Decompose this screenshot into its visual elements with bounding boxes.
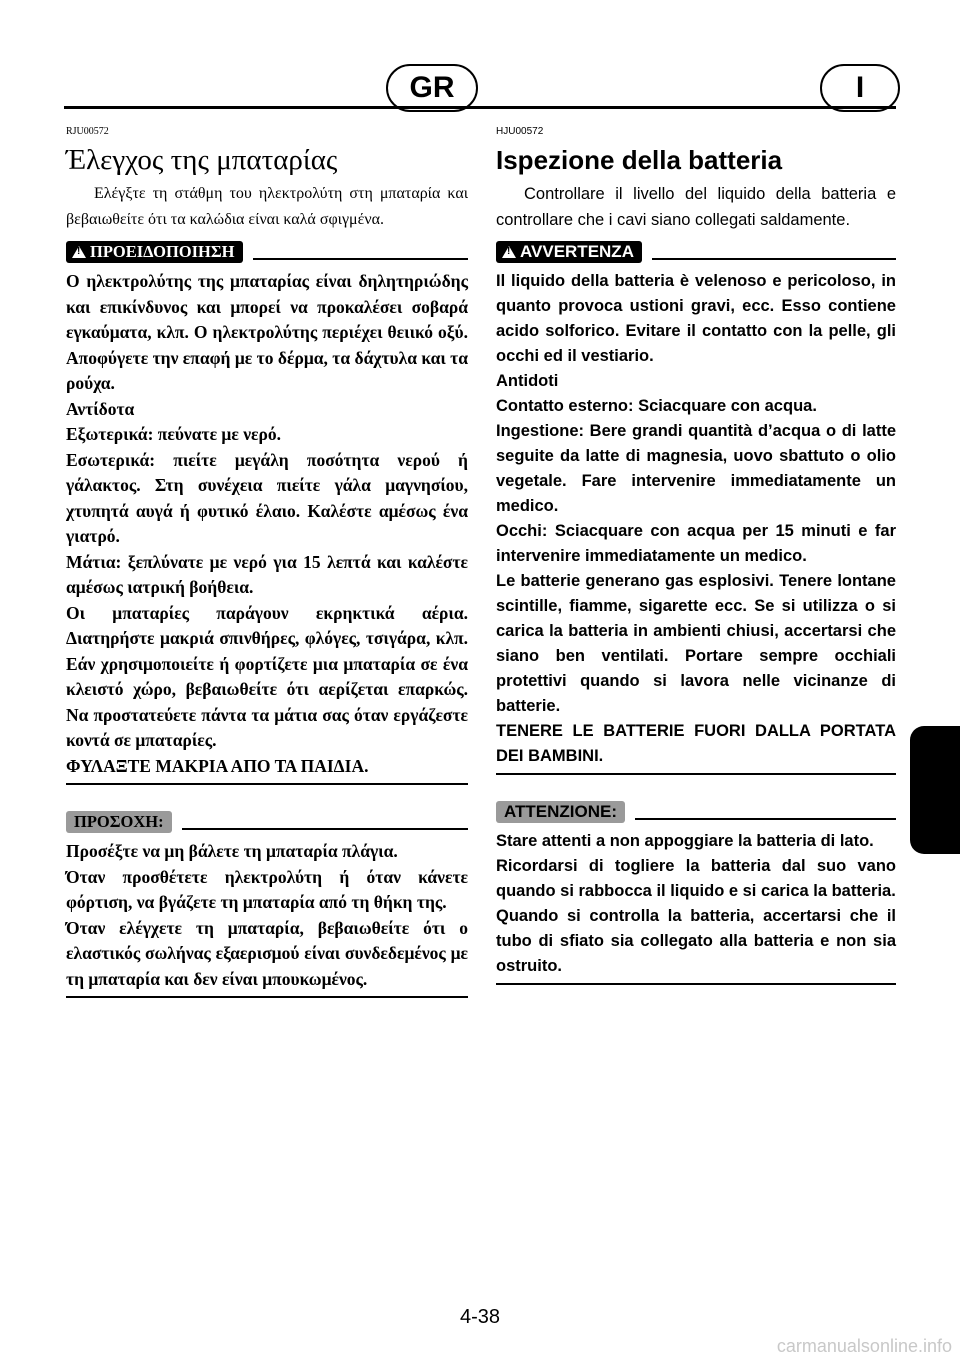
- warning-rule: [253, 258, 468, 260]
- greek-column: [66, 122, 468, 1024]
- warning-paragraph: Ingestione: Bere grandi quantità d’acqua o di latte seguite da latte di magnesia, uovo sbattuto o olio vegetale. Fare intervenire immediatamente un medico.: [496, 422, 896, 515]
- warning-paragraph: Occhi: Sciacquare con acqua per 15 minuti e far intervenire immediatamente un medico.: [496, 522, 896, 565]
- warning-paragraph: Εσωτερικά: πιείτε μεγάλη ποσότητα νερού ή γάλακτος. Στη συνέχεια πιείτε γάλα μαγνησίου, χτυπητά αυγά ή φυτικό έλαιο. Καλέστε αμέσως ένα γιατρό.: [66, 449, 468, 546]
- warning-triangle-icon: [72, 246, 86, 258]
- warning-paragraph: Il liquido della batteria è velenoso e pericoloso, in quanto provoca ustioni gravi, ecc. Esso contiene acido solforico. Evitare il contatto con la pelle, gli occhi ed il vestiario.: [496, 272, 896, 365]
- caution-label: ΠΡΟΣΟΧΗ:: [74, 812, 164, 831]
- italian-column: [496, 122, 896, 1011]
- language-tag-i: I: [820, 64, 900, 112]
- chapter-side-tab: [910, 726, 960, 854]
- caution-paragraph: Quando si controlla la batteria, accertarsi che il tubo di sfiato sia collegato alla batteria e non sia ostruito.: [496, 907, 896, 975]
- intro-paragraph: Ελέγξτε τη στάθμη του ηλεκτρολύτη στη μπαταρία και βεβαιωθείτε ότι τα καλώδια είναι καλά σφιγμένα.: [66, 185, 468, 228]
- caution-paragraph: Όταν προσθέτετε ηλεκτρολύτη ή όταν κάνετε φόρτιση, να βγάζετε τη μπαταρία από τη θήκη της.: [66, 866, 468, 912]
- warning-header: [66, 241, 468, 263]
- warning-end-rule: [66, 783, 468, 785]
- warning-rule: [652, 258, 896, 260]
- section-title: Ispezione della batteria: [496, 145, 783, 175]
- caution-rule: [182, 828, 468, 830]
- page-number: 4-38: [459, 1306, 501, 1328]
- caution-end-rule: [66, 996, 468, 998]
- caution-body: [66, 839, 468, 992]
- caution-body: [496, 829, 896, 979]
- header-rule: [64, 106, 896, 109]
- caution-badge: [66, 811, 172, 833]
- section-title: Έλεγχος της μπαταρίας: [66, 144, 338, 176]
- watermark: carmanualsonline.info: [776, 1336, 952, 1356]
- caution-rule: [635, 818, 896, 820]
- warning-label: ΠΡΟΕΙΔΟΠΟΙΗΣΗ: [90, 242, 235, 261]
- language-tag-gr: GR: [386, 64, 478, 112]
- warning-paragraph: ΦΥΛΑΞΤΕ ΜΑΚΡΙΑ ΑΠΟ ΤΑ ΠΑΙΔΙΑ.: [66, 755, 369, 776]
- warning-paragraph: Εξωτερικά: πεύνατε με νερό.: [66, 424, 281, 444]
- caution-paragraph: Stare attenti a non appoggiare la batteria di lato.: [496, 832, 874, 850]
- warning-badge: [66, 241, 243, 263]
- caution-end-rule: [496, 983, 896, 985]
- warning-end-rule: [496, 773, 896, 775]
- caution-badge: [496, 801, 625, 823]
- warning-paragraph: Ο ηλεκτρολύτης της μπαταρίας είναι δηλητηριώδης και επικίνδυνος και μπορεί να προκαλέσει σοβαρά εγκαύματα, κλπ. Ο ηλεκτρολύτης περιέχει θειικό οξύ. Αποφύγετε την επαφή με το δέρμα, τα δάχτυλα και τα ρούχα.: [66, 271, 468, 393]
- caution-paragraph: Προσέξτε να μη βάλετε τη μπαταρία πλάγια.: [66, 841, 398, 861]
- caution-paragraph: Όταν ελέγχετε τη μπαταρία, βεβαιωθείτε ότι ο ελαστικός σωλήνας εξαερισμού είναι συνδεδεμένος με τη μπαταρία και δεν είναι μπουκωμένος.: [66, 917, 468, 989]
- warning-paragraph: Μάτια: ξεπλύνατε με νερό για 15 λεπτά και καλέστε αμέσως ιατρική βοήθεια.: [66, 551, 468, 597]
- warning-paragraph: Αντίδοτα: [66, 398, 135, 419]
- caution-paragraph: Ricordarsi di togliere la batteria dal suo vano quando si rabbocca il liquido e si carica la batteria.: [496, 857, 896, 900]
- caution-header: [66, 811, 468, 833]
- warning-paragraph: TENERE LE BATTERIE FUORI DALLA PORTATA DEI BAMBINI.: [496, 722, 896, 765]
- section-code: HJU00572: [496, 126, 544, 137]
- warning-label: AVVERTENZA: [520, 242, 634, 261]
- section-code: RJU00572: [66, 126, 109, 137]
- caution-label: ATTENZIONE:: [504, 802, 618, 821]
- intro-paragraph: Controllare il livello del liquido della batteria e controllare che i cavi siano collegati saldamente.: [496, 185, 896, 229]
- warning-triangle-icon: [502, 246, 516, 258]
- warning-paragraph: Contatto esterno: Sciacquare con acqua.: [496, 397, 817, 415]
- warning-body: [66, 269, 468, 779]
- warning-paragraph: Le batterie generano gas esplosivi. Tenere lontane scintille, fiamme, sigarette ecc. Se si utilizza o si carica la batteria in ambienti chiusi, accertarsi che siano ben ventilati. Portare sempre occhiali protettivi quando si lavora nelle vicinanze di batterie.: [496, 572, 896, 715]
- warning-body: [496, 269, 896, 769]
- warning-paragraph: Οι μπαταρίες παράγουν εκρηκτικά αέρια. Διατηρήστε μακριά σπινθήρες, φλόγες, τσιγάρα, κλπ. Εάν χρησιμοποιείτε ή φορτίζετε μια μπαταρία σε ένα κλειστό χώρο, βεβαιωθείτε ότι αερίζεται επαρκώς. Να προστατεύετε πάντα τα μάτια σας όταν εργάζεστε κοντά σε μπαταρίες.: [66, 602, 468, 750]
- caution-header: [496, 801, 896, 823]
- warning-badge: [496, 241, 642, 263]
- warning-paragraph: Antidoti: [496, 372, 559, 390]
- warning-header: [496, 241, 896, 263]
